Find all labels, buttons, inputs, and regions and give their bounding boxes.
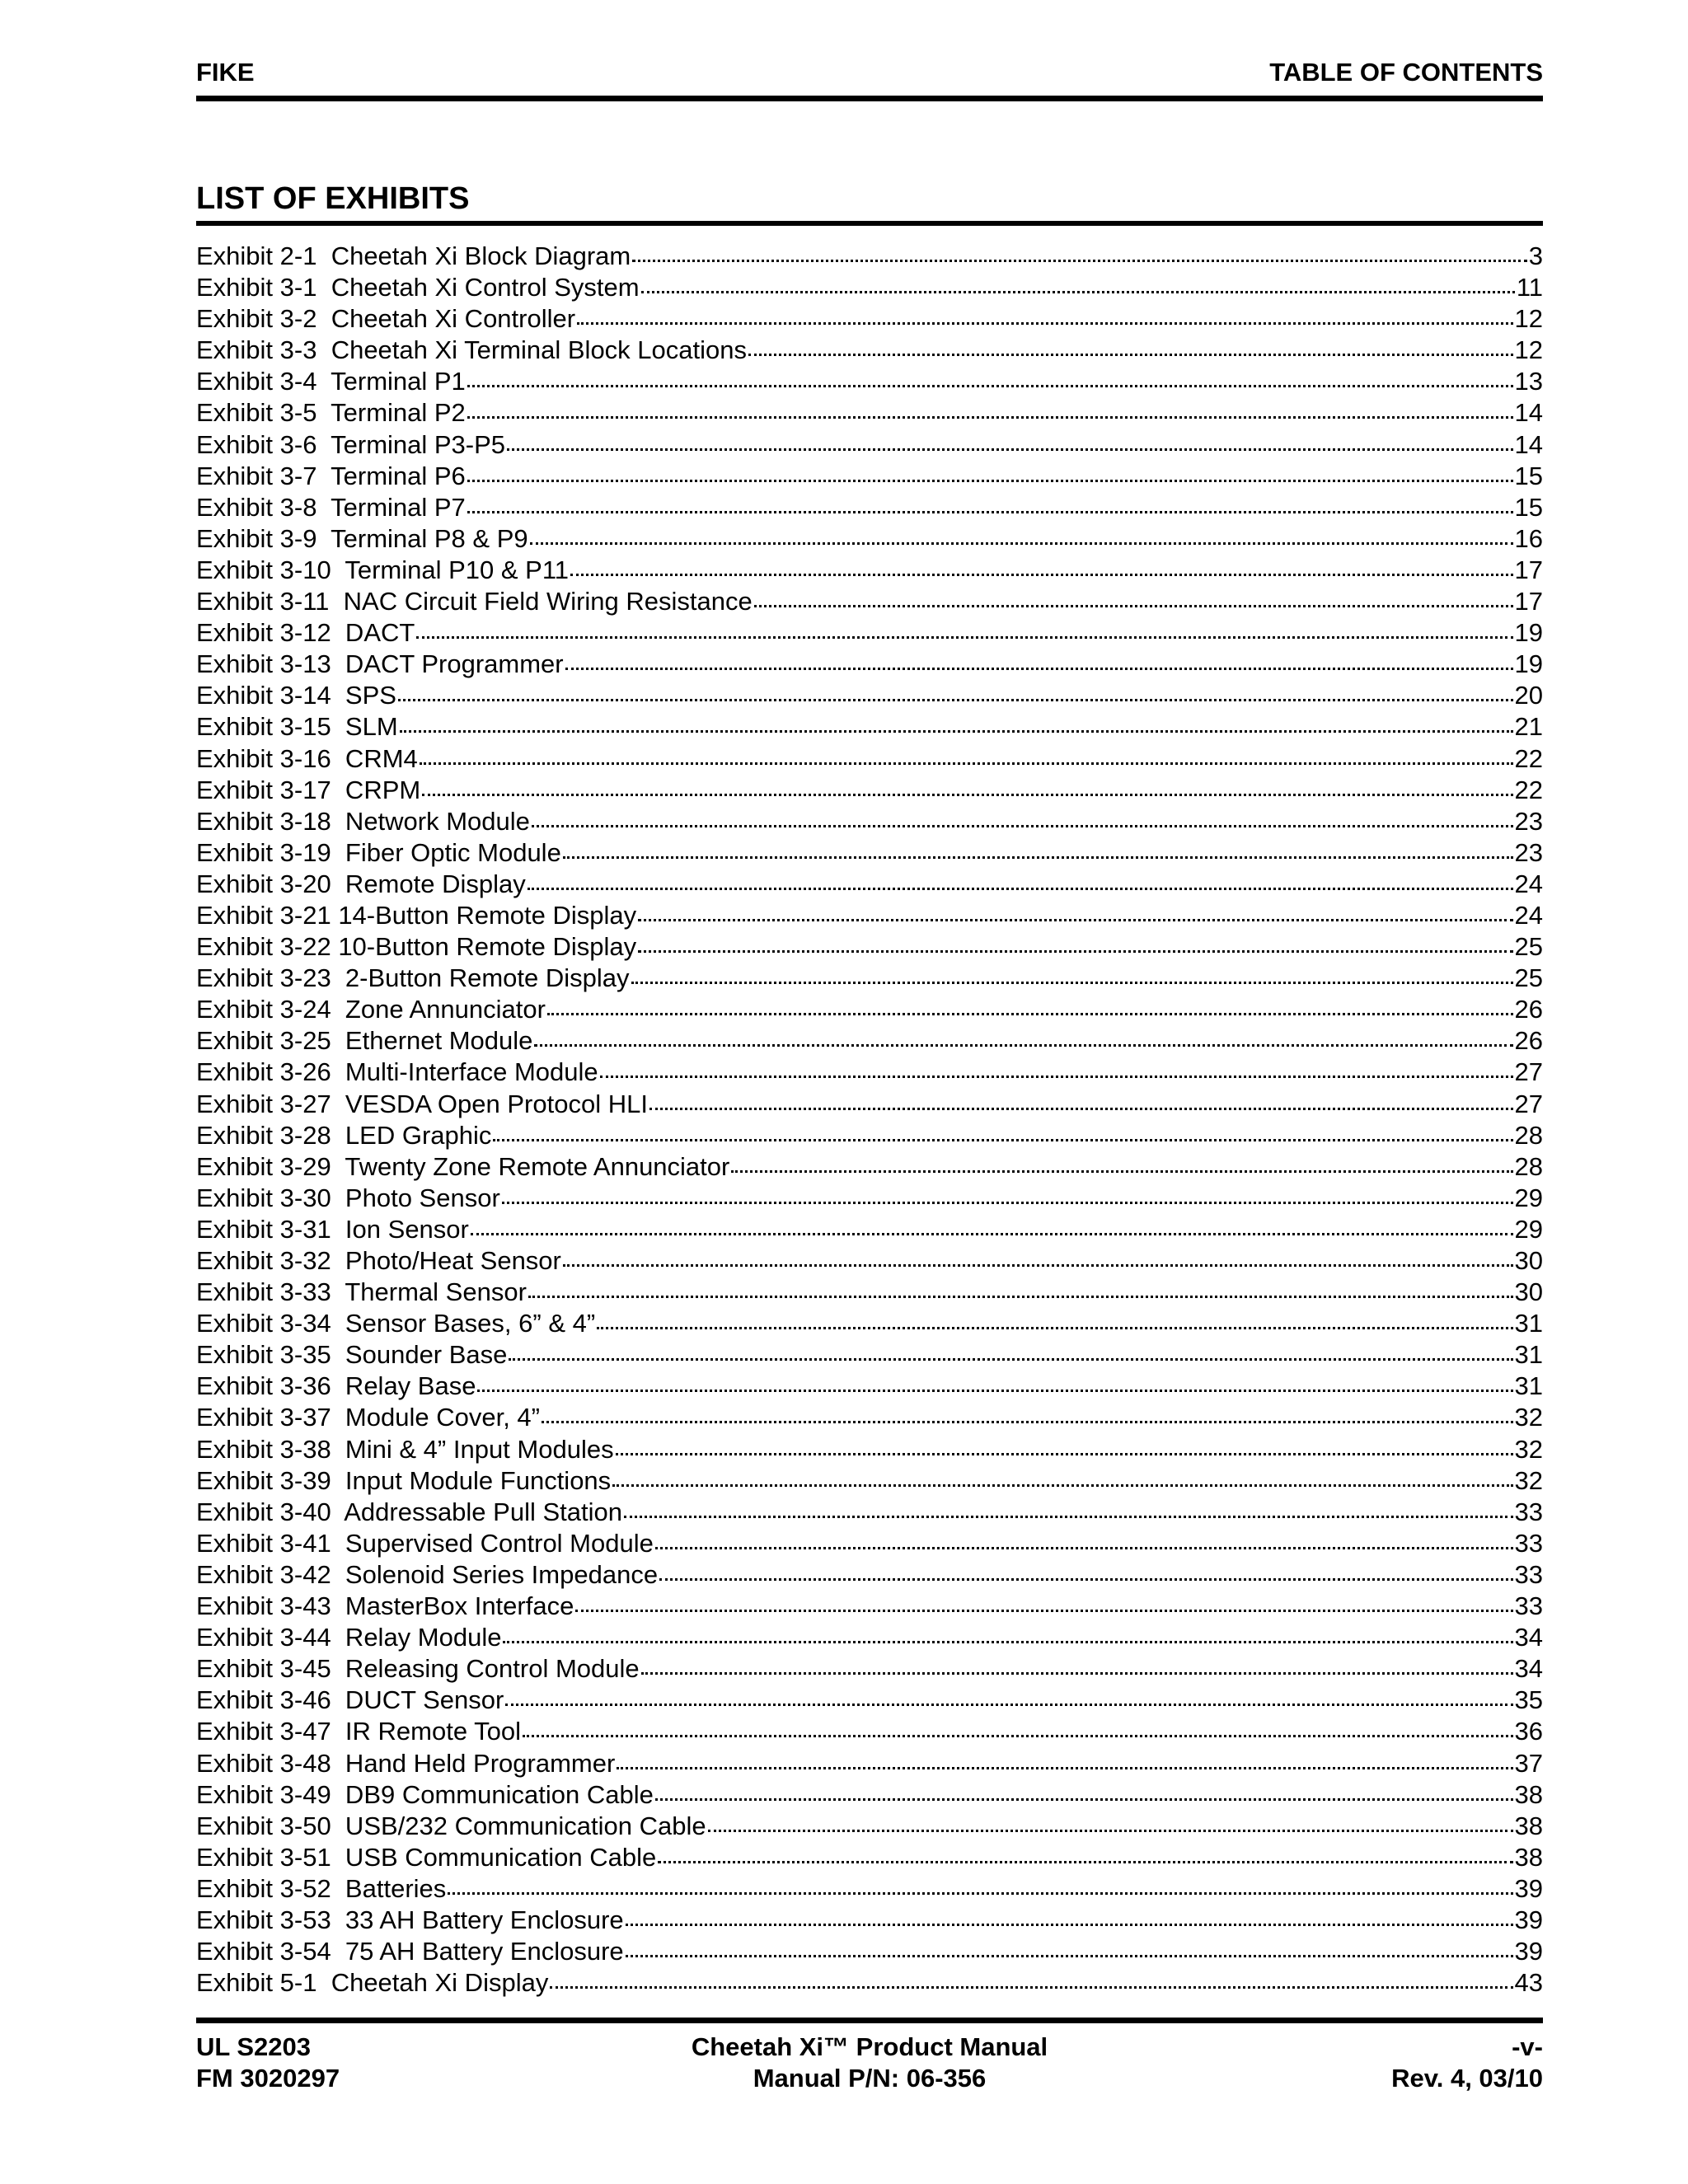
footer-fm-number: FM 3020297 [196, 2064, 340, 2093]
exhibit-label: Exhibit 3-30 Photo Sensor [196, 1183, 500, 1212]
dot-leader [641, 1672, 1513, 1675]
dot-leader [502, 1202, 1513, 1204]
exhibit-entry[interactable] [196, 1183, 1543, 1214]
exhibit-entry[interactable] [196, 1151, 1543, 1183]
dot-leader [563, 1264, 1513, 1267]
exhibit-label: Exhibit 3-38 Mini & 4” Input Modules [196, 1434, 614, 1464]
dot-leader [748, 354, 1513, 356]
dot-leader [550, 1986, 1512, 1989]
exhibit-entry[interactable] [196, 1245, 1543, 1277]
exhibit-entry[interactable] [196, 1465, 1543, 1497]
exhibit-entry[interactable] [196, 1402, 1543, 1433]
dot-leader [616, 1453, 1513, 1455]
exhibit-page-number: 29 [1514, 1183, 1543, 1212]
dot-leader [471, 1233, 1513, 1235]
exhibit-label: Exhibit 3-50 USB/232 Communication Cable [196, 1811, 706, 1840]
exhibit-page-number: 27 [1514, 1057, 1543, 1087]
exhibit-label: Exhibit 3-21 14-Button Remote Display [196, 900, 637, 930]
dot-leader [420, 762, 1513, 765]
exhibit-entry[interactable] [196, 680, 1543, 711]
exhibit-page-number: 33 [1514, 1497, 1543, 1526]
exhibit-page-number: 25 [1514, 963, 1543, 993]
exhibit-label: Exhibit 3-22 10-Button Remote Display [196, 932, 637, 962]
exhibit-entry[interactable] [196, 1339, 1543, 1371]
exhibit-list [196, 241, 1543, 1999]
exhibit-label: Exhibit 3-16 CRM4 [196, 743, 418, 773]
exhibit-page-number: 26 [1514, 995, 1543, 1024]
dot-leader [617, 1767, 1512, 1769]
exhibit-page-number: 20 [1514, 681, 1543, 710]
exhibit-label: Exhibit 3-24 Zone Annunciator [196, 995, 546, 1024]
dot-leader [575, 1610, 1512, 1612]
dot-leader [632, 260, 1527, 262]
exhibit-entry[interactable] [196, 1591, 1543, 1622]
dot-leader [398, 699, 1513, 701]
exhibit-entry[interactable] [196, 241, 1543, 272]
exhibit-page-number: 19 [1514, 649, 1543, 679]
exhibit-entry[interactable] [196, 1025, 1543, 1057]
exhibit-label: Exhibit 3-17 CRPM [196, 775, 421, 804]
exhibit-label: Exhibit 3-9 Terminal P8 & P9 [196, 523, 528, 553]
exhibit-entry[interactable] [196, 335, 1543, 366]
exhibit-entry[interactable] [196, 743, 1543, 775]
exhibit-label: Exhibit 3-52 Batteries [196, 1873, 447, 1903]
exhibit-entry[interactable] [196, 1308, 1543, 1339]
page-header [196, 58, 1543, 101]
exhibit-label: Exhibit 3-44 Relay Module [196, 1623, 502, 1652]
exhibit-entry[interactable] [196, 366, 1543, 397]
dot-leader [467, 385, 1513, 387]
footer-ul-number: UL S2203 [196, 2032, 312, 2061]
exhibit-entry[interactable] [196, 1936, 1543, 1967]
exhibit-label: Exhibit 3-26 Multi-Interface Module [196, 1057, 598, 1087]
exhibit-label: Exhibit 3-32 Photo/Heat Sensor [196, 1246, 561, 1275]
dot-leader [507, 448, 1512, 451]
dot-leader [534, 1044, 1512, 1047]
exhibit-page-number: 38 [1514, 1842, 1543, 1872]
exhibit-label: Exhibit 3-46 DUCT Sensor [196, 1685, 504, 1715]
exhibit-label: Exhibit 3-47 IR Remote Tool [196, 1717, 522, 1746]
dot-leader [659, 1578, 1512, 1581]
dot-leader [570, 574, 1512, 576]
exhibit-entry[interactable] [196, 1622, 1543, 1653]
exhibit-page-number: 32 [1514, 1434, 1543, 1464]
exhibit-label: Exhibit 3-8 Terminal P7 [196, 492, 466, 522]
header-company: FIKE [196, 58, 255, 87]
dot-leader [547, 1013, 1513, 1015]
exhibit-page-number: 39 [1514, 1937, 1543, 1966]
exhibit-label: Exhibit 3-25 Ethernet Module [196, 1026, 533, 1056]
exhibit-page-number: 30 [1514, 1246, 1543, 1275]
exhibit-entry[interactable] [196, 900, 1543, 931]
exhibit-entry[interactable] [196, 1559, 1543, 1591]
dot-leader [565, 668, 1513, 670]
dot-leader [626, 1924, 1513, 1926]
exhibit-entry[interactable] [196, 1497, 1543, 1528]
exhibit-label: Exhibit 3-45 Releasing Control Module [196, 1654, 640, 1684]
exhibit-entry[interactable] [196, 429, 1543, 461]
exhibit-page-number: 12 [1514, 304, 1543, 334]
exhibit-page-number: 23 [1514, 837, 1543, 867]
exhibit-label: Exhibit 3-34 Sensor Bases, 6” & 4” [196, 1309, 596, 1338]
dot-leader [638, 950, 1512, 953]
dot-leader [448, 1892, 1512, 1895]
exhibit-entry[interactable] [196, 1842, 1543, 1873]
exhibit-page-number: 22 [1514, 775, 1543, 804]
exhibit-label: Exhibit 3-28 LED Graphic [196, 1120, 492, 1150]
exhibit-label: Exhibit 3-15 SLM [196, 712, 398, 742]
exhibit-page-number: 14 [1514, 429, 1543, 459]
exhibit-label: Exhibit 3-11 NAC Circuit Field Wiring Resistance [196, 587, 753, 616]
exhibit-page-number: 17 [1514, 587, 1543, 616]
dot-leader [641, 291, 1515, 293]
exhibit-entry[interactable] [196, 963, 1543, 994]
exhibit-entry[interactable] [196, 1873, 1543, 1905]
dot-leader [493, 1139, 1512, 1141]
exhibit-entry[interactable] [196, 775, 1543, 806]
exhibit-entry[interactable] [196, 1811, 1543, 1842]
exhibit-page-number: 16 [1514, 523, 1543, 553]
exhibit-label: Exhibit 3-23 2-Button Remote Display [196, 963, 630, 993]
exhibit-entry[interactable] [196, 711, 1543, 743]
exhibit-page-number: 34 [1514, 1654, 1543, 1684]
exhibit-entry[interactable] [196, 1089, 1543, 1120]
exhibit-label: Exhibit 3-7 Terminal P6 [196, 461, 466, 490]
exhibit-entry[interactable] [196, 931, 1543, 963]
dot-leader [532, 825, 1513, 827]
dot-leader [528, 1296, 1513, 1298]
exhibit-page-number: 33 [1514, 1591, 1543, 1621]
exhibit-label: Exhibit 3-5 Terminal P2 [196, 398, 466, 428]
dot-leader [655, 1547, 1513, 1549]
dot-leader [530, 542, 1513, 545]
dot-leader [503, 1641, 1512, 1643]
exhibit-entry[interactable] [196, 1653, 1543, 1685]
exhibit-entry[interactable] [196, 806, 1543, 837]
exhibit-page-number: 39 [1514, 1873, 1543, 1903]
exhibit-label: Exhibit 3-54 75 AH Battery Enclosure [196, 1937, 624, 1966]
exhibit-page-number: 28 [1514, 1120, 1543, 1150]
footer-center [196, 2032, 1543, 2094]
exhibit-page-number: 3 [1528, 241, 1543, 270]
dot-leader [649, 1108, 1513, 1110]
exhibit-label: Exhibit 2-1 Cheetah Xi Block Diagram [196, 241, 631, 270]
dot-leader [528, 888, 1513, 890]
exhibit-entry[interactable] [196, 555, 1543, 586]
exhibit-entry[interactable] [196, 303, 1543, 335]
exhibit-entry[interactable] [196, 1434, 1543, 1465]
exhibit-entry[interactable] [196, 1748, 1543, 1779]
exhibit-page-number: 39 [1514, 1905, 1543, 1934]
footer-page-number: -v- [1512, 2032, 1543, 2061]
exhibit-label: Exhibit 3-4 Terminal P1 [196, 367, 466, 396]
exhibit-label: Exhibit 3-13 DACT Programmer [196, 649, 564, 679]
exhibit-page-number: 33 [1514, 1559, 1543, 1589]
exhibit-label: Exhibit 3-53 33 AH Battery Enclosure [196, 1905, 624, 1934]
dot-leader [626, 1955, 1513, 1957]
exhibit-entry[interactable] [196, 586, 1543, 617]
dot-leader [655, 1798, 1513, 1801]
dot-leader [597, 1327, 1512, 1329]
exhibit-label: Exhibit 3-18 Network Module [196, 806, 530, 836]
dot-leader [542, 1421, 1513, 1423]
exhibit-label: Exhibit 3-51 USB Communication Cable [196, 1842, 657, 1872]
exhibit-label: Exhibit 3-14 SPS [196, 681, 396, 710]
exhibit-label: Exhibit 3-35 Sounder Base [196, 1340, 508, 1370]
exhibit-entry[interactable] [196, 1057, 1543, 1088]
exhibit-entry[interactable] [196, 397, 1543, 429]
dot-leader [563, 856, 1513, 859]
exhibit-entry[interactable] [196, 1277, 1543, 1308]
dot-leader [754, 605, 1513, 607]
exhibit-label: Exhibit 3-12 DACT [196, 618, 415, 648]
exhibit-entry[interactable] [196, 1120, 1543, 1151]
exhibit-page-number: 13 [1514, 367, 1543, 396]
footer-manual-title: Cheetah Xi™ Product Manual [691, 2032, 1048, 2061]
exhibit-entry[interactable] [196, 1967, 1543, 1999]
exhibit-page-number: 28 [1514, 1151, 1543, 1181]
exhibit-label: Exhibit 3-10 Terminal P10 & P11 [196, 555, 570, 584]
dot-leader [467, 480, 1513, 482]
exhibit-page-number: 25 [1514, 932, 1543, 962]
exhibit-entry[interactable] [196, 1528, 1543, 1559]
exhibit-page-number: 30 [1514, 1277, 1543, 1307]
exhibit-page-number: 24 [1514, 900, 1543, 930]
exhibit-entry[interactable] [196, 272, 1543, 303]
dot-leader [638, 919, 1512, 921]
footer-manual-pn: Manual P/N: 06-356 [753, 2064, 987, 2093]
exhibit-entry[interactable] [196, 1214, 1543, 1245]
dot-leader [467, 416, 1513, 419]
dot-leader [612, 1484, 1512, 1487]
dot-leader [577, 322, 1512, 325]
exhibit-entry[interactable] [196, 492, 1543, 523]
exhibit-label: Exhibit 3-41 Supervised Control Module [196, 1528, 654, 1558]
footer-right [1391, 2032, 1543, 2094]
exhibit-label: Exhibit 3-33 Thermal Sensor [196, 1277, 527, 1307]
exhibit-page-number: 26 [1514, 1026, 1543, 1056]
exhibit-entry[interactable] [196, 649, 1543, 680]
exhibit-label: Exhibit 3-39 Input Module Functions [196, 1465, 612, 1495]
exhibit-entry[interactable] [196, 1779, 1543, 1811]
exhibit-label: Exhibit 3-43 MasterBox Interface [196, 1591, 574, 1621]
dot-leader [509, 1358, 1512, 1361]
exhibit-page-number: 37 [1514, 1748, 1543, 1778]
exhibit-page-number: 31 [1514, 1340, 1543, 1370]
dot-leader [523, 1735, 1513, 1737]
dot-leader [731, 1170, 1512, 1173]
dot-leader [600, 1076, 1513, 1078]
header-section: TABLE OF CONTENTS [1269, 58, 1543, 87]
exhibit-page-number: 21 [1514, 712, 1543, 742]
exhibit-page-number: 38 [1514, 1779, 1543, 1809]
exhibit-page-number: 11 [1516, 273, 1543, 302]
exhibit-entry[interactable] [196, 617, 1543, 649]
exhibit-page-number: 31 [1514, 1371, 1543, 1401]
exhibit-entry[interactable] [196, 1905, 1543, 1936]
exhibit-page-number: 17 [1514, 555, 1543, 584]
exhibit-page-number: 43 [1514, 1968, 1543, 1998]
exhibit-entry[interactable] [196, 1371, 1543, 1402]
exhibit-label: Exhibit 5-1 Cheetah Xi Display [196, 1968, 549, 1998]
exhibit-label: Exhibit 3-1 Cheetah Xi Control System [196, 273, 640, 302]
exhibit-label: Exhibit 3-6 Terminal P3-P5 [196, 429, 506, 459]
exhibit-entry[interactable] [196, 523, 1543, 555]
dot-leader [422, 794, 1512, 796]
exhibit-page-number: 15 [1514, 492, 1543, 522]
exhibit-page-number: 38 [1514, 1811, 1543, 1840]
dot-leader [416, 636, 1512, 639]
exhibit-page-number: 31 [1514, 1309, 1543, 1338]
dot-leader [624, 1516, 1513, 1518]
exhibit-label: Exhibit 3-40 Addressable Pull Station [196, 1497, 622, 1526]
exhibit-label: Exhibit 3-3 Cheetah Xi Terminal Block Locations [196, 335, 747, 365]
exhibit-page-number: 14 [1514, 398, 1543, 428]
exhibit-page-number: 32 [1514, 1403, 1543, 1432]
dot-leader [658, 1861, 1512, 1863]
exhibit-label: Exhibit 3-37 Module Cover, 4” [196, 1403, 540, 1432]
exhibit-page-number: 32 [1514, 1465, 1543, 1495]
exhibit-entry[interactable] [196, 837, 1543, 869]
page-footer [196, 2018, 1543, 2106]
exhibit-label: Exhibit 3-49 DB9 Communication Cable [196, 1779, 654, 1809]
section-title: LIST OF EXHIBITS [196, 180, 1543, 226]
exhibit-page-number: 12 [1514, 335, 1543, 365]
footer-revision: Rev. 4, 03/10 [1391, 2064, 1543, 2093]
exhibit-entry[interactable] [196, 869, 1543, 900]
exhibit-page-number: 29 [1514, 1214, 1543, 1244]
exhibit-entry[interactable] [196, 994, 1543, 1025]
dot-leader [631, 982, 1513, 984]
exhibit-label: Exhibit 3-36 Relay Base [196, 1371, 476, 1401]
dot-leader [467, 511, 1513, 513]
dot-leader [477, 1390, 1512, 1392]
exhibit-page-number: 27 [1514, 1089, 1543, 1118]
exhibit-label: Exhibit 3-42 Solenoid Series Impedance [196, 1559, 659, 1589]
exhibit-entry[interactable] [196, 1716, 1543, 1747]
exhibit-label: Exhibit 3-31 Ion Sensor [196, 1214, 469, 1244]
exhibit-page-number: 34 [1514, 1623, 1543, 1652]
exhibit-entry[interactable] [196, 1685, 1543, 1716]
exhibit-label: Exhibit 3-29 Twenty Zone Remote Annunciator [196, 1151, 730, 1181]
exhibit-label: Exhibit 3-19 Fiber Optic Module [196, 837, 561, 867]
exhibit-page-number: 15 [1514, 461, 1543, 490]
exhibit-label: Exhibit 3-27 VESDA Open Protocol HLI [196, 1089, 648, 1118]
exhibit-label: Exhibit 3-20 Remote Display [196, 869, 526, 898]
dot-leader [505, 1704, 1512, 1706]
exhibit-page-number: 22 [1514, 743, 1543, 773]
dot-leader [400, 730, 1513, 733]
exhibit-label: Exhibit 3-2 Cheetah Xi Controller [196, 304, 576, 334]
exhibit-page-number: 23 [1514, 806, 1543, 836]
exhibit-page-number: 36 [1514, 1717, 1543, 1746]
exhibit-label: Exhibit 3-48 Hand Held Programmer [196, 1748, 616, 1778]
dot-leader [708, 1830, 1513, 1832]
exhibit-page-number: 33 [1514, 1528, 1543, 1558]
exhibit-page-number: 24 [1514, 869, 1543, 898]
exhibit-page-number: 35 [1514, 1685, 1543, 1715]
exhibit-page-number: 19 [1514, 618, 1543, 648]
exhibit-entry[interactable] [196, 461, 1543, 492]
